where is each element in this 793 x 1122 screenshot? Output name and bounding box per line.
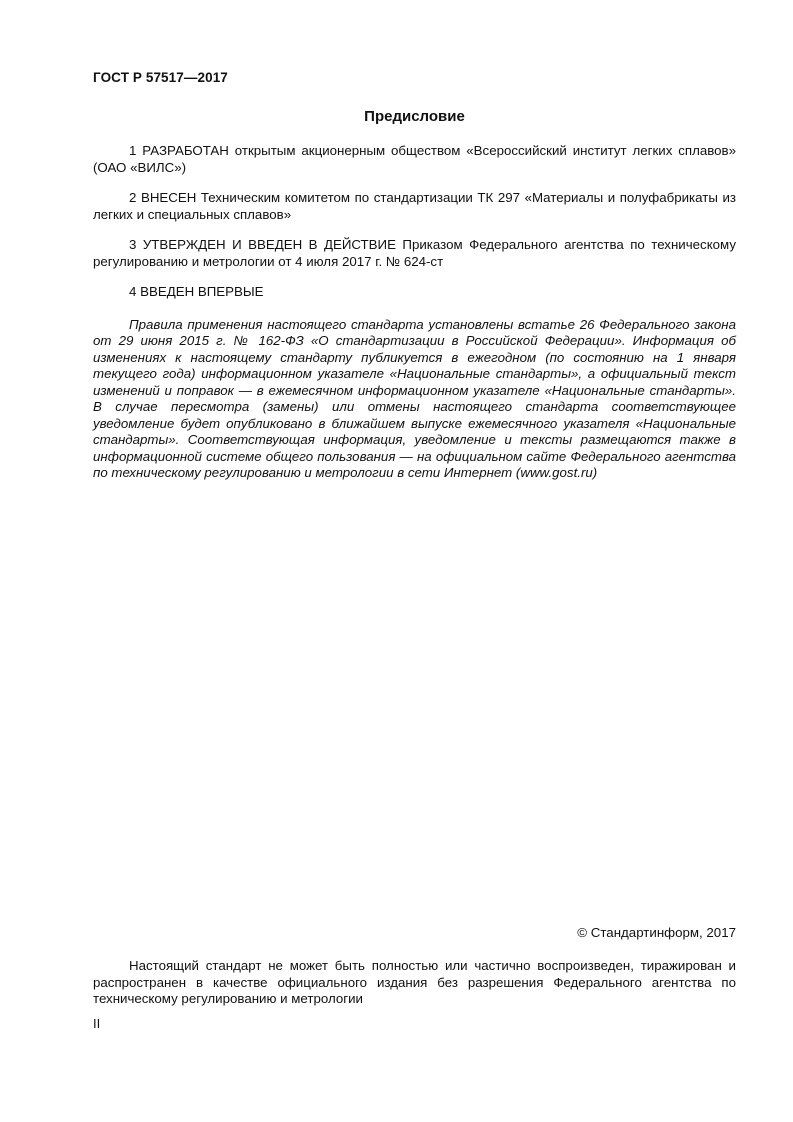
preface-body [93,143,736,496]
application-rules-notice: Правила применения настоящего стандарта установлены встатье 26 Федерального закона от 29 июня 2015 г. № 162-ФЗ «О стандартизации в Российской Федерации». Информация об изменениях к настоящему стандарту публикуется в ежегодном (по состоянию на 1 января текущего года) информационном указателе «Национальные стандарты», а официальный текст изменений и поправок — в ежемесячном информационном указателе «Национальные стандарты». В случае пересмотра (замены) или отмены настоящего стандарта соответствующее уведомление будет опубликовано в ближайшем выпуске ежемесячного указателя «Национальные стандарты». Соответствующая информация, уведомление и тексты размещаются также в информационной системе общего пользования — на официальном сайте Федерального агентства по техническому регулированию и метрологии в сети Интернет (www.gost.ru) [93,316,736,480]
document-code: ГОСТ Р 57517—2017 [93,70,228,85]
page-number: II [93,1016,101,1031]
paragraph-approved: 3 УТВЕРЖДЕН И ВВЕДЕН В ДЕЙСТВИЕ Приказом Федерального агентства по техническому регулированию и метрологии от 4 июля 2017 г. № 624-ст [93,237,736,269]
paragraph-first-introduced: 4 ВВЕДЕН ВПЕРВЫЕ [129,284,264,299]
paragraph-developed-by: 1 РАЗРАБОТАН открытым акционерным обществом «Всероссийский институт легких сплавов» (ОАО «ВИЛС») [93,143,736,175]
page-title: Предисловие [364,108,465,125]
copyright-line: © Стандартинформ, 2017 [577,925,736,940]
reproduction-notice: Настоящий стандарт не может быть полностью или частично воспроизведен, тиражирован и распространен в качестве официального издания без разрешения Федерального агентства по техническому регулированию и метрологии [93,958,736,1006]
paragraph-introduced-by: 2 ВНЕСЕН Техническим комитетом по стандартизации ТК 297 «Материалы и полуфабрикаты из легких и специальных сплавов» [93,190,736,222]
